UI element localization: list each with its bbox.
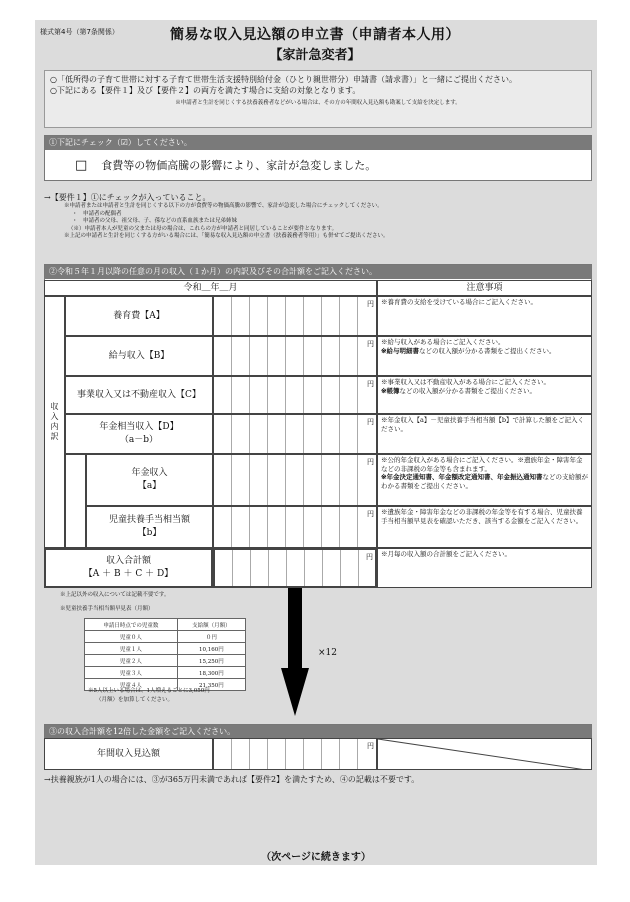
section-2-header: ②令和５年１月以降の任意の月の収入（１か月）の内訳及びその合計額をご記入ください。 [45,265,591,279]
req1-note-4: （※）申請者本人が児童の父または母の場合は、これらの方が申請者と同居していることが要件となります。 [68,225,338,232]
down-arrow-icon [288,588,302,670]
table-header-row [85,619,246,631]
other-income-note: ※上記以外の収入については記載不要です。 [60,592,170,598]
row-label-child-allowance: 児童扶養手当相当額 【b】 [86,506,213,548]
requirement-2: →扶養親族が1人の場合には、③が365万円未満であれば【要件2】を満たすため、④の記載は不要です。 [44,775,420,784]
table-footnote-1: ※5人以上いる場合は、1人増えるごとに3,050円 [88,688,210,694]
table-row: 児童４人 21,350円 [85,679,246,691]
hatched-cell [377,738,592,770]
row-label-a: 養育費【A】 [65,296,213,336]
requirement-1: →【要件１】①にチェックが入っていること。 [44,193,211,202]
notice-box [44,70,592,128]
continue-footer: （次ページに続きます） [261,852,371,863]
sub-indent [65,454,86,548]
row-label-b: 給与収入【B】 [65,336,213,376]
annual-income-label: 年間収入見込額 [44,738,213,770]
row-label-pension: 年金収入 【a】 [86,454,213,506]
note-c: ※事業収入又は不動産収入がある場合にご記入ください。 ※帳簿などの収入額が分かる書類をご提出ください。 [377,376,592,414]
amount-input-total[interactable]: 円 [213,548,377,588]
req1-note-3: ・ 申請者の父母、祖父母、子、孫などの直系血族または兄弟姉妹 [72,218,238,224]
requirement-1-block [44,192,592,241]
note-d: ※年金収入【a】－児童扶養手当相当額【b】で計算した額をご記入ください。 [377,414,592,454]
req1-note-5: ※上記の申請者と生計を同じくする方がいる場合には、「簡易な収入見込額の申立書（扶養義務者等用）」も併せてご提出ください。 [64,233,389,239]
page-subtitle: 【家計急変者】 [269,48,361,63]
row-label-d: 年金相当収入【D】 （a－b） [65,414,213,454]
hardship-check-label: 食費等の物価高騰の影響により、家計が急変しました。 [101,159,377,172]
month-column-header: 令和＿年＿月 [44,280,377,296]
req1-note-1: ※申請者または申請者と生計を同じくする以下の方が食費等の物価高騰の影響で、家計が急変した場合にチェックしてください。 [64,203,383,209]
total-label: 収入合計額 【A ＋ B ＋ C ＋ D】 [44,548,213,588]
amount-input-b[interactable]: 円 [213,336,377,376]
allowance-table [84,618,246,691]
notes-column-header: 注意事項 [377,280,592,296]
table-row: 児童２人 15,250円 [85,655,246,667]
annual-income-input[interactable]: 円 [213,738,377,770]
form-number: 様式第4号（第7条関係） [40,28,119,36]
table-footnote-2: （月額）を加算してください。 [96,697,174,703]
page-title: 簡易な収入見込額の申立書（申請者本人用） [170,27,460,43]
note-pension: ※公的年金収入がある場合にご記入ください。※遺族年金・障害年金などの非課税の年金等も含まれます。 ※年金決定通知書、年金額改定通知書、年金振込通知書などの支給額がわかる書類をご提出ください。 [377,454,592,506]
down-arrow-head-icon [281,668,309,716]
amount-input-pension[interactable]: 円 [213,454,377,506]
allowance-table-title: ※児童扶養手当相当額早見表（月額） [60,606,154,612]
notice-small: ※申請者と生計を同じくする扶養義務者などがいる場合は、その方の年間収入見込額も勘案して支給を決定します。 [175,100,461,106]
req1-note-2: ・ 申請者の配偶者 [72,210,122,217]
table-row: 児童３人 18,300円 [85,667,246,679]
diagonal-line-icon [378,739,592,770]
amount-input-d[interactable]: 円 [213,414,377,454]
table-header-cell: 支給額（月額） [177,619,245,631]
amount-input-a[interactable]: 円 [213,296,377,336]
times-12-label: ×12 [318,648,337,658]
amount-input-child-allowance[interactable]: 円 [213,506,377,548]
section-1 [44,135,592,181]
note-b: ※給与収入がある場合にご記入ください。 ※給与明細書などの収入額が分かる書類をご提出ください。 [377,336,592,376]
income-breakdown-label: 収入内訳 [44,296,65,548]
note-child-allowance: ※遺族年金・障害年金などの非課税の年金等を有する場合、児童扶養手当相当額早見表を確認いただき、該当する金額をご記入ください。 [377,506,592,548]
check-row [45,150,591,180]
notice-line-1: ○「低所得の子育て世帯に対する子育て世帯生活支援特別給付金（ひとり親世帯分）申請書（請求書）」と一緒にご提出ください。 [50,75,517,84]
table-row: 児童０人 ０円 [85,631,246,643]
note-total: ※月毎の収入額の合計額をご記入ください。 [377,548,592,588]
table-row: 児童１人 10,160円 [85,643,246,655]
notice-line-2: ○下記にある【要件１】及び【要件２】の両方を満たす場合に支給の対象となります。 [50,86,361,95]
table-header-cell: 申請日時点での児童数 [85,619,178,631]
amount-input-c[interactable]: 円 [213,376,377,414]
section-1-header: ①下記にチェック（☑）してください。 [45,136,591,150]
hardship-checkbox[interactable]: □ [75,157,88,173]
note-a: ※養育費の支給を受けている場合にご記入ください。 [377,296,592,336]
section-3-header: ③の収入合計額を12倍した金額をご記入ください。 [45,725,591,739]
row-label-c: 事業収入又は不動産収入【C】 [65,376,213,414]
